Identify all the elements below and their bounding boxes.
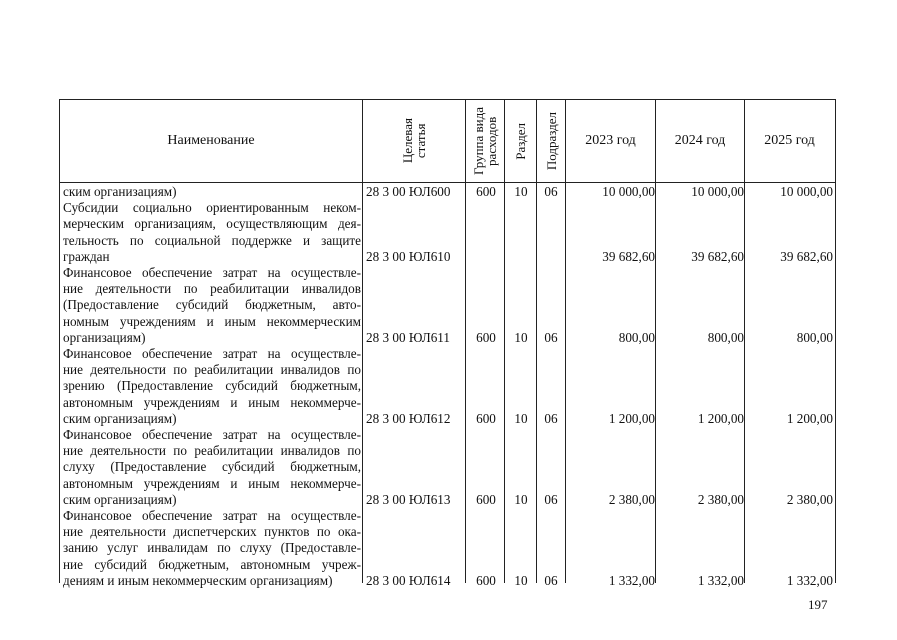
header-name: Наименование (167, 133, 255, 148)
row-name-line: Финансовое обеспечение затрат на осуществле- (63, 346, 361, 361)
row-cell-subsection: 06 (544, 572, 558, 588)
row-name-line: автономным учреждениям и иным некоммерче- (63, 475, 361, 491)
row-name-line: ским организациям) (63, 184, 177, 199)
row-cell-subsection (537, 249, 565, 265)
row-name-line: зрению (Предоставление субсидий бюджетным, (63, 378, 361, 394)
row-name-line: мерческим организациям, осуществляющим дея- (63, 216, 361, 232)
header-group: Группа вида расходов (471, 107, 499, 175)
row-cell-section: 10 (514, 184, 528, 199)
row-cell-y2023: 800,00 (618, 329, 655, 345)
row-name-line: занию услуг инвалидам по слуху (Предоставле- (63, 540, 361, 556)
header-target: Целевая статья (400, 118, 428, 164)
row-cell-code: 28 3 00 ЮЛ610 (366, 248, 451, 264)
row-cell-y2024: 39 682,60 (691, 248, 744, 264)
row-cell-y2023: 1 332,00 (608, 572, 655, 588)
row-cell-section (506, 249, 536, 265)
row-cell-subsection: 06 (544, 184, 558, 199)
row-name-line: Финансовое обеспечение затрат на осуществле- (63, 427, 361, 442)
row-name-line: Субсидии социально ориентированным неком- (63, 200, 361, 216)
row-cell-section: 10 (514, 491, 528, 507)
row-cell-group: 600 (476, 572, 496, 588)
row-name-line: ние деятельности по реабилитации инвалидов по (63, 443, 361, 459)
header-subsection: Подраздел (543, 111, 559, 171)
row-name-line: Финансовое обеспечение затрат на осуществле- (63, 265, 361, 280)
row-cell-y2023: 39 682,60 (602, 248, 655, 264)
row-cell-subsection: 06 (544, 491, 558, 507)
row-cell-subsection: 06 (544, 329, 558, 345)
row-cell-section: 10 (514, 329, 528, 345)
row-name-line: граждан (63, 248, 110, 264)
row-cell-y2025: 1 332,00 (786, 572, 833, 588)
header-section: Раздел (513, 122, 528, 160)
row-name-line: слуху (Предоставление субсидий бюджетным, (63, 459, 361, 475)
header-2023: 2023 год (585, 133, 636, 148)
row-cell-y2024: 1 332,00 (697, 572, 744, 588)
row-cell-y2023: 10 000,00 (602, 184, 655, 199)
row-name-line: Финансовое обеспечение затрат на осуществле- (63, 508, 361, 523)
row-cell-subsection: 06 (544, 410, 558, 426)
row-cell-group: 600 (476, 491, 496, 507)
page-number: 197 (808, 597, 828, 612)
header-2025: 2025 год (764, 133, 815, 148)
row-cell-y2025: 1 200,00 (786, 410, 833, 426)
row-cell-y2025: 10 000,00 (780, 184, 833, 199)
row-cell-code: 28 3 00 ЮЛ613 (366, 491, 451, 507)
row-name-line: ние деятельности по реабилитации инвалидов (63, 281, 361, 297)
row-name-line: ским организациям) (63, 410, 177, 426)
row-name-line: номным учреждениям и иным некоммерческим (63, 313, 361, 329)
row-cell-code: 28 3 00 ЮЛ611 (366, 329, 450, 345)
row-cell-y2024: 1 200,00 (697, 410, 744, 426)
row-cell-section: 10 (514, 410, 528, 426)
header-bottom-border (59, 182, 835, 183)
row-cell-group: 600 (476, 410, 496, 426)
row-cell-group: 600 (476, 184, 496, 199)
row-cell-y2025: 800,00 (796, 329, 833, 345)
row-cell-group (469, 249, 503, 265)
row-cell-code: 28 3 00 ЮЛ612 (366, 410, 451, 426)
row-name-line: ние деятельности диспетчерских пунктов по ока- (63, 524, 361, 540)
row-cell-y2024: 10 000,00 (691, 184, 744, 199)
row-name-line: автономным учреждениям и иным некоммерче- (63, 394, 361, 410)
row-cell-y2023: 1 200,00 (608, 410, 655, 426)
row-name-line: тельность по социальной поддержке и защите (63, 232, 361, 248)
row-cell-section: 10 (514, 572, 528, 588)
row-cell-y2024: 800,00 (707, 329, 744, 345)
row-name-line: дениям и иным некоммерческим организациям) (63, 572, 333, 588)
row-name-line: ние деятельности по реабилитации инвалидов по (63, 362, 361, 378)
row-cell-group: 600 (476, 329, 496, 345)
row-name-line: организациям) (63, 329, 146, 345)
row-cell-code: 28 3 00 ЮЛ600 (366, 184, 451, 199)
row-cell-code: 28 3 00 ЮЛ614 (366, 572, 451, 588)
row-name-line: ским организациям) (63, 491, 177, 507)
row-cell-y2025: 39 682,60 (780, 248, 833, 264)
header-2024: 2024 год (674, 133, 726, 148)
row-cell-y2023: 2 380,00 (608, 491, 655, 507)
row-cell-y2025: 2 380,00 (786, 491, 833, 507)
row-name-line: (Предоставление субсидий бюджетным, авто- (63, 297, 361, 313)
row-name-line: ние субсидий бюджетным, автономным учреж- (63, 556, 361, 572)
row-cell-y2024: 2 380,00 (697, 491, 744, 507)
